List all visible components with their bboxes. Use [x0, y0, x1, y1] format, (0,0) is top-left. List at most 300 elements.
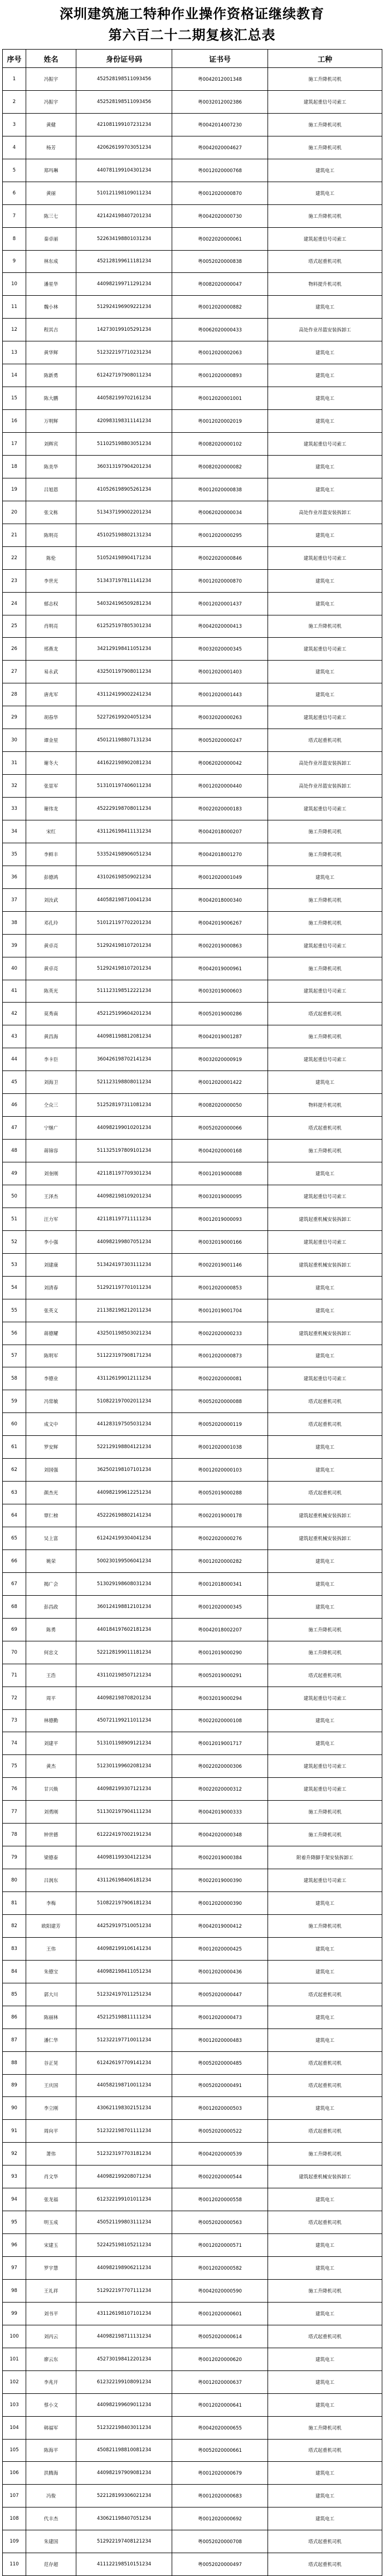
person-name: 陈新勇: [26, 364, 76, 387]
trade-type: 建筑电工: [268, 2462, 382, 2485]
certificate-number: 粤0052020000485: [172, 2051, 268, 2074]
certificate-number: 粤0052020000088: [172, 1390, 268, 1413]
table-row: [3, 1572, 382, 1595]
id-number: 440582199702161234: [76, 387, 172, 410]
header-no: 序号: [3, 50, 26, 68]
id-number: 440982199612251234: [76, 1482, 172, 1504]
row-number: 78: [3, 1824, 26, 1846]
table-row: [3, 1664, 382, 1687]
person-name: 唐兆军: [26, 683, 76, 706]
id-number: 511223197908171234: [76, 1345, 172, 1367]
id-number: 441622198902081234: [76, 752, 172, 775]
certificate-number: 粤0052020000119: [172, 1413, 268, 1436]
id-number: 452128199611181234: [76, 250, 172, 273]
id-number: 500230199506041234: [76, 1549, 172, 1572]
id-number: 511302197904111234: [76, 1801, 172, 1824]
trade-type: 建筑电工: [268, 296, 382, 319]
trade-type: 高处作业吊篮安装拆卸工: [268, 501, 382, 524]
table-row: [3, 1367, 382, 1390]
table-row: [3, 2507, 382, 2530]
id-number: 512921197701011234: [76, 1276, 172, 1299]
person-name: 刘书平: [26, 2302, 76, 2325]
certificate-number: 粤0022020000233: [172, 1322, 268, 1345]
table-row: [3, 1162, 382, 1185]
certificate-number: 粤0032012002386: [172, 90, 268, 113]
trade-type: 施工升降机司机: [268, 1801, 382, 1824]
table-row: [3, 1025, 382, 1048]
certificate-number: 粤0032019000603: [172, 980, 268, 1003]
row-number: 38: [3, 911, 26, 934]
person-name: 蒋锦容: [26, 1140, 76, 1162]
trade-type: 建筑起重机械安装拆卸工: [268, 1322, 382, 1345]
certificate-number: 粤0012020000503: [172, 2097, 268, 2120]
id-number: 522129198804121234: [76, 1436, 172, 1459]
certificate-number: 粤0032019000095: [172, 1185, 268, 1208]
title-line-2: 第六百二十二期复核汇总表: [108, 27, 276, 43]
certificate-number: 粤0012020000873: [172, 1345, 268, 1367]
row-number: 17: [3, 433, 26, 456]
trade-type: 建筑电工: [268, 341, 382, 364]
row-number: 87: [3, 2028, 26, 2051]
table-row: [3, 1960, 382, 1983]
certificate-number: 粤0012019000088: [172, 1162, 268, 1185]
trade-type: 塔式起重机司机: [268, 1482, 382, 1504]
row-number: 85: [3, 1983, 26, 2006]
table-row: [3, 250, 382, 273]
person-name: 刘海卫: [26, 1071, 76, 1094]
table-row: [3, 1937, 382, 1960]
certificate-number: 粤0022020000081: [172, 1367, 268, 1390]
row-number: 80: [3, 1869, 26, 1892]
trade-type: 建筑电工: [268, 1960, 382, 1983]
table-row: [3, 1801, 382, 1824]
certificate-number: 粤0052020000522: [172, 2120, 268, 2143]
person-name: 彭昌政: [26, 1595, 76, 1618]
id-number: 452528198511093456: [76, 90, 172, 113]
trade-type: 建筑电工: [268, 2257, 382, 2280]
certificate-number: 粤0042020000348: [172, 1824, 268, 1846]
certificate-number: 粤0052020000661: [172, 2439, 268, 2462]
person-name: 汪力军: [26, 1208, 76, 1230]
trade-type: 建筑起重信号司索工: [268, 227, 382, 250]
row-number: 59: [3, 1390, 26, 1413]
id-number: 440982198411051234: [76, 1960, 172, 1983]
table-row: [3, 798, 382, 820]
row-number: 86: [3, 2006, 26, 2028]
id-number: 612427197908011234: [76, 364, 172, 387]
id-number: 612322199101011234: [76, 2188, 172, 2211]
table-row: [3, 387, 382, 410]
trade-type: 建筑电工: [268, 1299, 382, 1322]
table-row: [3, 1299, 382, 1322]
id-number: 431126198411131234: [76, 820, 172, 843]
certificate-number: 粤0012020002019: [172, 410, 268, 433]
person-name: 李兆开: [26, 2370, 76, 2393]
certificate-number: 粤0052020000491: [172, 2074, 268, 2097]
table-row: [3, 2416, 382, 2439]
id-number: 452528198511093456: [76, 68, 172, 91]
table-row: [3, 683, 382, 706]
person-name: 黄卓亮: [26, 934, 76, 957]
id-number: 452125198811111234: [76, 2006, 172, 2028]
certificate-number: 粤0032019000166: [172, 1230, 268, 1253]
table-row: [3, 980, 382, 1003]
id-number: 522425198105211234: [76, 2234, 172, 2257]
row-number: 46: [3, 1094, 26, 1117]
row-number: 82: [3, 1914, 26, 1937]
trade-type: 施工升降机司机: [268, 1824, 382, 1846]
certificate-number: 粤0052020000447: [172, 1983, 268, 2006]
certificate-number: 粤0022020000108: [172, 1709, 268, 1732]
table-row: [3, 2325, 382, 2348]
person-name: 姚荣: [26, 1549, 76, 1572]
trade-type: 建筑电工: [268, 569, 382, 592]
trade-type: 建筑起重信号司索工: [268, 1048, 382, 1071]
id-number: 360313197904201234: [76, 455, 172, 478]
table-row: [3, 911, 382, 934]
trade-type: 塔式起重机司机: [268, 1390, 382, 1413]
person-name: 刘建平: [26, 1732, 76, 1755]
person-name: 潘仁华: [26, 2028, 76, 2051]
person-name: 蔡小文: [26, 2393, 76, 2416]
trade-type: 建筑起重机械安装拆卸工: [268, 2166, 382, 2188]
id-number: 342129198411051234: [76, 638, 172, 661]
row-number: 70: [3, 1641, 26, 1664]
trade-type: 塔式起重机司机: [268, 2074, 382, 2097]
table-row: [3, 2348, 382, 2370]
person-name: 王浩: [26, 1664, 76, 1687]
trade-type: 建筑电工: [268, 1276, 382, 1299]
trade-type: 建筑电工: [268, 159, 382, 182]
id-number: 512323197703181234: [76, 2143, 172, 2166]
table-row: [3, 2143, 382, 2166]
person-name: 代丰杰: [26, 2507, 76, 2530]
trade-type: 建筑电工: [268, 2507, 382, 2530]
certificate-number: 粤0012020000601: [172, 2302, 268, 2325]
row-number: 54: [3, 1276, 26, 1299]
person-name: 李世光: [26, 569, 76, 592]
id-number: 440184197602181234: [76, 1618, 172, 1641]
trade-type: 建筑电工: [268, 387, 382, 410]
table-row: [3, 2166, 382, 2188]
person-name: 宋建玉: [26, 2234, 76, 2257]
id-number: 440982198109201234: [76, 1185, 172, 1208]
person-name: 谢伟龙: [26, 798, 76, 820]
table-row: [3, 752, 382, 775]
trade-type: 建筑电工: [268, 2348, 382, 2370]
row-number: 25: [3, 615, 26, 638]
trade-type: 施工升降机司机: [268, 957, 382, 980]
id-number: 512301199602081234: [76, 1755, 172, 1778]
person-name: 王伟: [26, 1937, 76, 1960]
person-name: 周向平: [26, 2120, 76, 2143]
person-name: 刘国强: [26, 1459, 76, 1482]
certificate-number: 粤0012020000679: [172, 2462, 268, 2485]
person-name: 陈勇: [26, 1618, 76, 1641]
row-number: 93: [3, 2166, 26, 2188]
id-number: 513437199002201234: [76, 501, 172, 524]
trade-type: 建筑起重信号司索工: [268, 1687, 382, 1709]
trade-type: 塔式起重机司机: [268, 2051, 382, 2074]
table-row: [3, 2120, 382, 2143]
certificate-number: 粤0032020000345: [172, 638, 268, 661]
person-name: 欧阳建芳: [26, 1914, 76, 1937]
id-number: 431126198107101234: [76, 2302, 172, 2325]
person-name: 谢冬大: [26, 752, 76, 775]
person-name: 刘辉宾: [26, 433, 76, 456]
row-number: 90: [3, 2097, 26, 2120]
trade-type: 施工升降机司机: [268, 1914, 382, 1937]
table-row: [3, 957, 382, 980]
trade-type: 建筑起重信号司索工: [268, 546, 382, 569]
table-row: [3, 2553, 382, 2576]
person-name: 胡春华: [26, 706, 76, 729]
trade-type: 建筑电工: [268, 2370, 382, 2393]
id-number: 440981198812081234: [76, 1025, 172, 1048]
certificate-number: 粤0042019006267: [172, 911, 268, 934]
row-number: 103: [3, 2393, 26, 2416]
certificate-number: 粤0022020000061: [172, 227, 268, 250]
row-number: 1: [3, 68, 26, 91]
person-name: 万明辉: [26, 410, 76, 433]
trade-type: 建筑起重信号司索工: [268, 980, 382, 1003]
id-number: 430621198407051234: [76, 2507, 172, 2530]
id-number: 510524198904171234: [76, 546, 172, 569]
id-number: 360124198812101234: [76, 1595, 172, 1618]
certificate-number: 粤0012020000582: [172, 2257, 268, 2280]
person-name: 刘建康: [26, 1253, 76, 1276]
id-number: 440982199711291234: [76, 273, 172, 296]
table-row: [3, 2028, 382, 2051]
person-name: 程其吉: [26, 319, 76, 341]
trade-type: 建筑电工: [268, 866, 382, 888]
table-row: [3, 775, 382, 798]
trade-type: 施工升降机司机: [268, 2143, 382, 2166]
person-name: 李鲜丰: [26, 843, 76, 866]
id-number: 440982199609011234: [76, 2393, 172, 2416]
row-number: 8: [3, 227, 26, 250]
header-trade: 工种: [268, 50, 382, 68]
row-number: 63: [3, 1482, 26, 1504]
id-number: 440982198708201234: [76, 1687, 172, 1709]
table-row: [3, 296, 382, 319]
certificate-number: 粤0052020000563: [172, 2211, 268, 2234]
id-number: 513101198909121234: [76, 1732, 172, 1755]
trade-type: 建筑电工: [268, 182, 382, 204]
id-number: 511123198512221234: [76, 980, 172, 1003]
person-name: 韩福军: [26, 2416, 76, 2439]
id-number: 431102198507121234: [76, 1664, 172, 1687]
row-number: 44: [3, 1048, 26, 1071]
person-name: 吕润东: [26, 1869, 76, 1892]
row-number: 29: [3, 706, 26, 729]
certificate-number: 粤0042020000655: [172, 2416, 268, 2439]
table-row: [3, 341, 382, 364]
id-number: 512322197710231234: [76, 341, 172, 364]
id-number: 522726199204051234: [76, 706, 172, 729]
id-number: 431124199002241234: [76, 683, 172, 706]
id-number: 440582198710011234: [76, 2074, 172, 2097]
certificate-number: 粤0052020000247: [172, 729, 268, 752]
row-number: 2: [3, 90, 26, 113]
certificate-number: 粤0082020000050: [172, 1094, 268, 1117]
table-row: [3, 2302, 382, 2325]
table-row: [3, 1778, 382, 1801]
id-number: 513029198608031234: [76, 1572, 172, 1595]
trade-type: 施工升降机司机: [268, 1618, 382, 1641]
id-number: 522128199306021234: [76, 2485, 172, 2507]
trade-type: 施工升降机司机: [268, 1140, 382, 1162]
row-number: 23: [3, 569, 26, 592]
person-name: 刘汝武: [26, 888, 76, 911]
row-number: 94: [3, 2188, 26, 2211]
table-row: [3, 204, 382, 227]
table-row: [3, 1687, 382, 1709]
person-name: 冯俊: [26, 2485, 76, 2507]
id-number: 420626199703051234: [76, 136, 172, 159]
certificate-number: 粤0012020002063: [172, 341, 268, 364]
table-row: [3, 1003, 382, 1025]
trade-type: 施工升降机司机: [268, 204, 382, 227]
person-name: 黄丽: [26, 182, 76, 204]
trade-type: 塔式起重机司机: [268, 1003, 382, 1025]
person-name: 陈丽林: [26, 2006, 76, 2028]
row-number: 67: [3, 1572, 26, 1595]
table-row: [3, 2370, 382, 2393]
row-number: 68: [3, 1595, 26, 1618]
person-name: 王庆国: [26, 2074, 76, 2097]
row-number: 10: [3, 273, 26, 296]
trade-type: 施工升降机司机: [268, 2416, 382, 2439]
certificate-number: 粤0022020000544: [172, 2166, 268, 2188]
table-row: [3, 592, 382, 615]
table-row: [3, 1824, 382, 1846]
table-row: [3, 638, 382, 661]
certificate-number: 粤0052019000291: [172, 1664, 268, 1687]
certificate-number: 粤0022019000384: [172, 1846, 268, 1869]
id-number: 510121197702201234: [76, 911, 172, 934]
table-row: [3, 706, 382, 729]
certificate-number: 粤0042019000333: [172, 1801, 268, 1824]
certificate-number: 粤0012020000436: [172, 1960, 268, 1983]
trade-type: 建筑起重信号司索工: [268, 706, 382, 729]
row-number: 91: [3, 2120, 26, 2143]
certificate-number: 粤0012020000768: [172, 159, 268, 182]
id-number: 440982199807051234: [76, 1230, 172, 1253]
row-number: 102: [3, 2370, 26, 2393]
id-number: 450821198810081234: [76, 2439, 172, 2462]
id-number: 511025198803051234: [76, 433, 172, 456]
person-name: 朱德宝: [26, 1960, 76, 1983]
person-name: 蒋德耀: [26, 1322, 76, 1345]
person-name: 陈大鹏: [26, 387, 76, 410]
certificate-number: 粤0012020001049: [172, 866, 268, 888]
certificate-number: 粤0042019000412: [172, 1914, 268, 1937]
table-row: [3, 2462, 382, 2485]
certificate-number: 粤0042012001348: [172, 68, 268, 91]
row-number: 81: [3, 1892, 26, 1915]
id-number: 430621198302151234: [76, 2097, 172, 2120]
person-name: 李德业: [26, 1367, 76, 1390]
table-row: [3, 1482, 382, 1504]
id-number: 522634198801031234: [76, 227, 172, 250]
row-number: 88: [3, 2051, 26, 2074]
trade-type: 建筑电工: [268, 1595, 382, 1618]
id-number: 440982198906211234: [76, 2257, 172, 2280]
row-number: 99: [3, 2302, 26, 2325]
id-number: 440982198711131234: [76, 2325, 172, 2348]
person-name: 魏小林: [26, 296, 76, 319]
row-number: 58: [3, 1367, 26, 1390]
certificate-number: 粤0042020000539: [172, 2143, 268, 2166]
row-number: 24: [3, 592, 26, 615]
row-number: 21: [3, 524, 26, 546]
certificate-number: 粤0042020000590: [172, 2279, 268, 2302]
row-number: 72: [3, 1687, 26, 1709]
certificate-number: 粤0022019001146: [172, 1253, 268, 1276]
certificate-number: 粤0022020000306: [172, 1755, 268, 1778]
table-row: [3, 2074, 382, 2097]
person-name: 仝众三: [26, 1094, 76, 1117]
trade-type: 塔式起重机司机: [268, 1413, 382, 1436]
trade-type: 物料提升机司机: [268, 1094, 382, 1117]
certificate-number: 粤0012020000473: [172, 2006, 268, 2028]
trade-type: 建筑起重机械安装拆卸工: [268, 1208, 382, 1230]
person-name: 张英义: [26, 1299, 76, 1322]
row-number: 35: [3, 843, 26, 866]
row-number: 101: [3, 2348, 26, 2370]
certificate-number: 粤0042018000207: [172, 820, 268, 843]
id-number: 450721199211011234: [76, 1709, 172, 1732]
row-number: 107: [3, 2485, 26, 2507]
row-number: 110: [3, 2553, 26, 2576]
trade-type: 建筑电工: [268, 2234, 382, 2257]
id-number: 612426197709141234: [76, 2051, 172, 2074]
person-name: 陈明亮: [26, 524, 76, 546]
trade-type: 建筑电工: [268, 1459, 382, 1482]
certificate-number: 粤0012020000893: [172, 364, 268, 387]
row-number: 69: [3, 1618, 26, 1641]
trade-type: 建筑电工: [268, 478, 382, 501]
trade-type: 施工升降机司机: [268, 113, 382, 136]
certificate-number: 粤0042014007230: [172, 113, 268, 136]
header-id: 身份证号码: [76, 50, 172, 68]
row-number: 5: [3, 159, 26, 182]
person-name: 潘星华: [26, 273, 76, 296]
certificate-number: 粤0082020000047: [172, 273, 268, 296]
certificate-number: 粤0022020000312: [172, 1778, 268, 1801]
trade-type: 施工升降机司机: [268, 888, 382, 911]
trade-type: 塔式起重机司机: [268, 729, 382, 752]
trade-type: 建筑电工: [268, 1572, 382, 1595]
table-row: [3, 68, 382, 91]
id-number: 521123198808011234: [76, 1071, 172, 1094]
trade-type: 建筑起重信号司索工: [268, 90, 382, 113]
row-number: 3: [3, 113, 26, 136]
certificate-number: 粤0062020000433: [172, 319, 268, 341]
row-number: 71: [3, 1664, 26, 1687]
id-number: 512924198107201234: [76, 957, 172, 980]
table-row: [3, 1413, 382, 1436]
certificate-number: 粤0012020000692: [172, 2507, 268, 2530]
trade-type: 塔式起重机司机: [268, 2530, 382, 2553]
id-number: 421081199107231234: [76, 113, 172, 136]
trade-type: 建筑电工: [268, 455, 382, 478]
table-row: [3, 820, 382, 843]
certificate-number: 粤0012020001443: [172, 683, 268, 706]
certificate-number: 粤0032020000919: [172, 1048, 268, 1071]
table-row: [3, 1345, 382, 1367]
